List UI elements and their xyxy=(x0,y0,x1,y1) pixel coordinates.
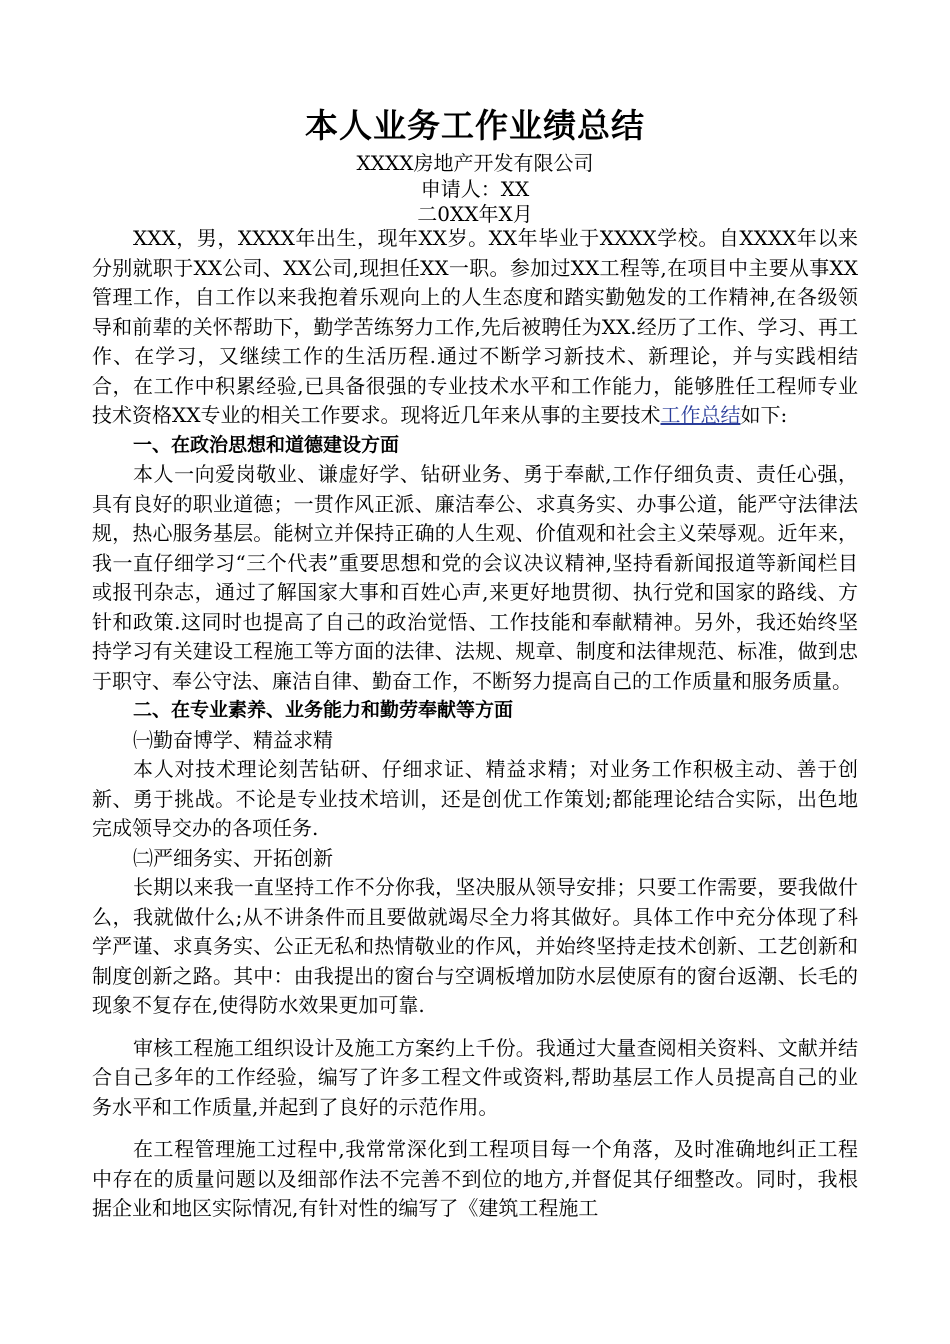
sub1-paragraph: 本人对技术理论刻苦钻研、仔细求证、精益求精；对业务工作积极主动、善于创新、勇于挑战。不论是专业技术培训，还是创优工作策划;都能理论结合实际，出色地完成领导交办的各项任务. xyxy=(92,757,858,840)
sub2-paragraph-1: 长期以来我一直坚持工作不分你我，坚决服从领导安排；只要工作需要，要我做什么，我就做什么;从不讲条件而且要做就竭尽全力将其做好。具体工作中充分体现了科学严谨、求真务实、公正无私和热情敬业的作风，并始终坚持走技术创新、工艺创新和制度创新之路。其中：由我提出的窗台与空调板增加防水层使原有的窗台返潮、长毛的现象不复存在,使得防水效果更加可靠. xyxy=(92,875,858,1017)
document-body xyxy=(92,224,858,1224)
company-name: XXXX房地产开发有限公司 xyxy=(356,151,594,175)
section1-heading: 一、在政治思想和道德建设方面 xyxy=(133,433,400,456)
sub2-paragraph-2: 审核工程施工组织设计及施工方案约上千份。我通过大量查阅相关资料、文献并结合自己多年的工作经验，编写了许多工程文件或资料,帮助基层工作人员提高自己的业务水平和工作质量,并起到了良好的示范作用。 xyxy=(92,1035,858,1119)
section2-heading: 二、在专业素养、业务能力和勤劳奉献等方面 xyxy=(133,699,514,721)
work-summary-link[interactable]: 工作总结 xyxy=(660,403,741,427)
section1-paragraph: 本人一向爱岗敬业、谦虚好学、钻研业务、勇于奉献,工作仔细负责、责任心强，具有良好的职业道德；一贯作风正派、廉洁奉公、求真务实、办事公道，能严守法律法规，热心服务基层。能树立并保持正确的人生观、价值观和社会主义荣辱观。近年来，我一直仔细学习“三个代表”重要思想和党的会议决议精神,坚持看新闻报道等新闻栏目或报刊杂志，通过了解国家大事和百姓心声,来更好地贯彻、执行党和国家的路线、方针和政策.这同时也提高了自己的政治觉悟、工作技能和奉献精神。另外，我还始终坚持学习有关建设工程施工等方面的法律、法规、规章、制度和法律规范、标准，做到忠于职守、奉公守法、廉洁自律、勤奋工作，不断努力提高自己的工作质量和服务质量。 xyxy=(92,462,858,693)
document-title: 本人业务工作业绩总结 xyxy=(305,106,645,145)
intro-tail: 如下: xyxy=(740,403,788,427)
sub2-paragraph-3: 在工程管理施工过程中,我常常深化到工程项目每一个角落，及时准确地纠正工程中存在的质量问题以及细部作法不完善不到位的地方,并督促其仔细整改。同时，我根据企业和地区实际情况,有针对性的编写了《建筑工程施工 xyxy=(92,1137,858,1220)
sub1-heading: ㈠勤奋博学、精益求精 xyxy=(133,727,333,752)
date-line: 二0XX年X月 xyxy=(417,202,533,226)
intro-paragraph xyxy=(92,224,858,431)
sub2-heading: ㈡严细务实、开拓创新 xyxy=(133,845,333,870)
intro-text: XXX，男，XXXX年出生，现年XX岁。XX年毕业于XXXX学校。自XXXX年以来分别就职于XX公司、XX公司,现担任XX一职。参加过XX工程等,在项目中主要从事XX管理工作，自工作以来我抱着乐观向上的人生态度和踏实勤勉发的工作精神,在各级领导和前辈的关怀帮助下，勤学苦练努力工作,先后被聘任为XX.经历了工作、学习、再工作、在学习，又继续工作的生活历程.通过不断学习新技术、新理论，并与实践相结合，在工作中积累经验,已具备很强的专业技术水平和工作能力，能够胜任工程师专业技术资格XX专业的相关工作要求。现将近几年来从事的主要技术 xyxy=(92,226,858,427)
applicant-line: 申请人：XX xyxy=(420,177,530,201)
